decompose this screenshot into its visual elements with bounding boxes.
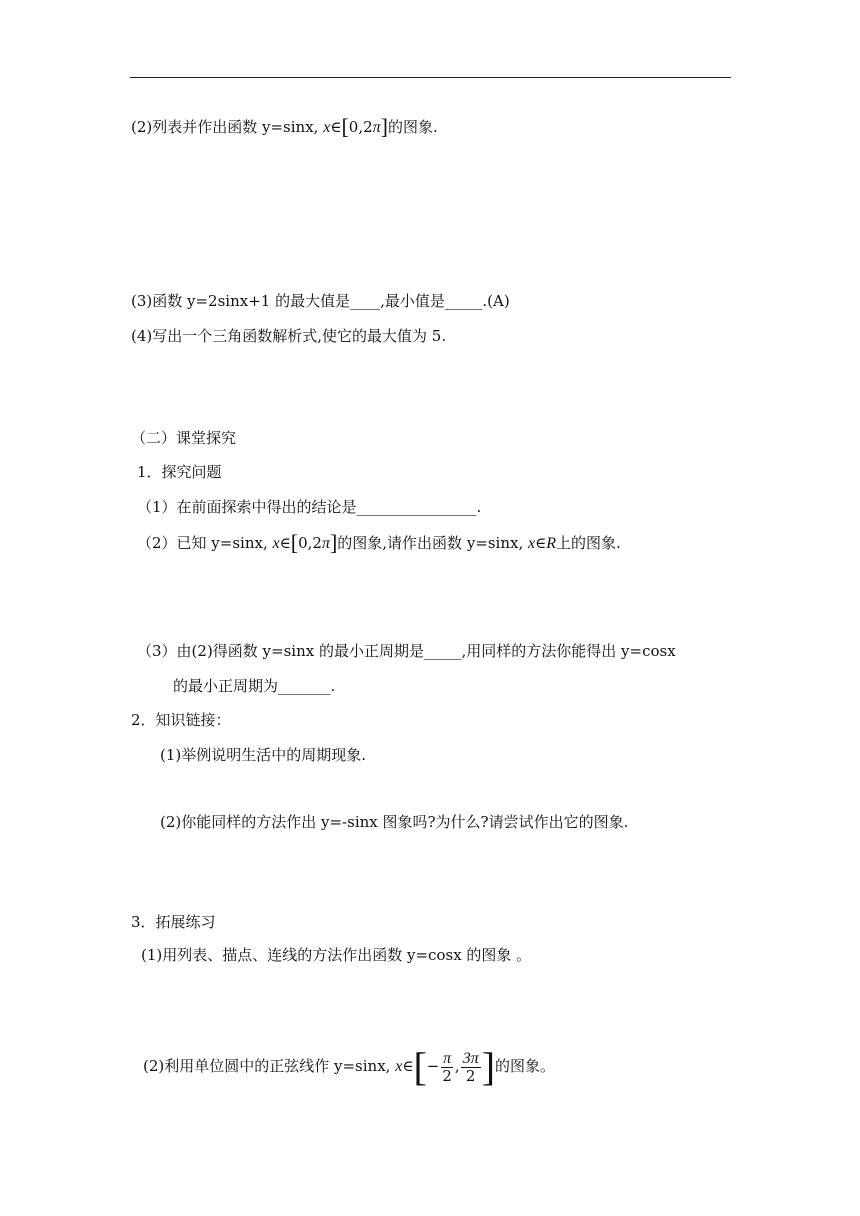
math-fraction-3pi-over-2 — [461, 1051, 481, 1084]
math-comma: , — [454, 1057, 460, 1075]
subheading-extension-practice: 3．拓展练习 — [131, 913, 216, 931]
header-rule — [130, 77, 731, 78]
item-conclusion: （1）在前面探索中得出的结论是________________. — [137, 498, 482, 516]
math-left-bracket: [ — [413, 1044, 427, 1089]
item-text: （2）已知 y=sinx, — [137, 534, 268, 552]
subheading-inquiry-questions: 1．探究问题 — [137, 463, 222, 481]
math-denominator: 2 — [465, 1066, 476, 1085]
item-text: (2)列表并作出函数 y=sinx, — [131, 118, 319, 136]
math-right-bracket: ] — [380, 114, 388, 139]
math-set-R: R — [546, 535, 557, 552]
math-pi: π — [321, 535, 330, 552]
math-in-symbol: ∈ — [535, 534, 547, 552]
math-right-bracket: ] — [481, 1044, 496, 1089]
math-denominator: 2 — [442, 1066, 452, 1085]
item-periodic-examples: (1)举例说明生活中的周期现象. — [160, 746, 367, 764]
section-heading-classroom-inquiry: （二）课堂探究 — [131, 429, 237, 447]
math-numerator: π — [443, 1049, 452, 1067]
math-minus: − — [426, 1057, 440, 1075]
math-var-x: x — [395, 1058, 403, 1075]
math-var-x: x — [528, 535, 536, 552]
item-unit-circle-sin — [143, 1046, 555, 1087]
item-period: （3）由(2)得函数 y=sinx 的最小正周期是_____,用同样的方法你能得出 y=cosx — [137, 642, 676, 660]
math-left-bracket: [ — [290, 530, 299, 555]
item-cos-graph: (1)用列表、描点、连线的方法作出函数 y=cosx 的图象 。 — [141, 946, 532, 964]
item-sin-on-R — [137, 530, 621, 555]
math-in-symbol: ∈ — [279, 534, 291, 552]
math-numerator: 3π — [462, 1049, 479, 1067]
item-max-min: (3)函数 y=2sinx+1 的最大值是____,最小值是_____.(A) — [131, 292, 510, 310]
item-write-function: (4)写出一个三角函数解析式,使它的最大值为 5. — [131, 327, 447, 345]
math-interval: 0,2 — [298, 534, 322, 552]
math-interval: 0,2 — [348, 118, 373, 136]
item-table-sin-graph — [131, 114, 438, 139]
math-in-symbol: ∈ — [402, 1057, 414, 1075]
math-left-bracket: [ — [341, 114, 349, 139]
math-in-symbol: ∈ — [330, 118, 342, 136]
math-fraction-pi-over-2 — [440, 1051, 454, 1084]
item-neg-sin-graph: (2)你能同样的方法作出 y=-sinx 图象吗?为什么?请尝试作出它的图象. — [160, 813, 629, 831]
item-period-cont: 的最小正周期为_______. — [173, 677, 336, 695]
item-text: (2)利用单位圆中的正弦线作 y=sinx, — [143, 1057, 391, 1075]
math-var-x: x — [323, 119, 331, 136]
math-var-x: x — [272, 535, 280, 552]
item-text-tail: 的图象. — [387, 118, 438, 136]
item-text-tail: 上的图象. — [556, 534, 621, 552]
math-pi: π — [372, 119, 381, 136]
item-text-tail: 的图象。 — [495, 1057, 556, 1075]
item-text-mid: 的图象,请作出函数 y=sinx, — [337, 534, 524, 552]
subheading-knowledge-link: 2．知识链接： — [131, 711, 231, 729]
math-right-bracket: ] — [329, 530, 338, 555]
